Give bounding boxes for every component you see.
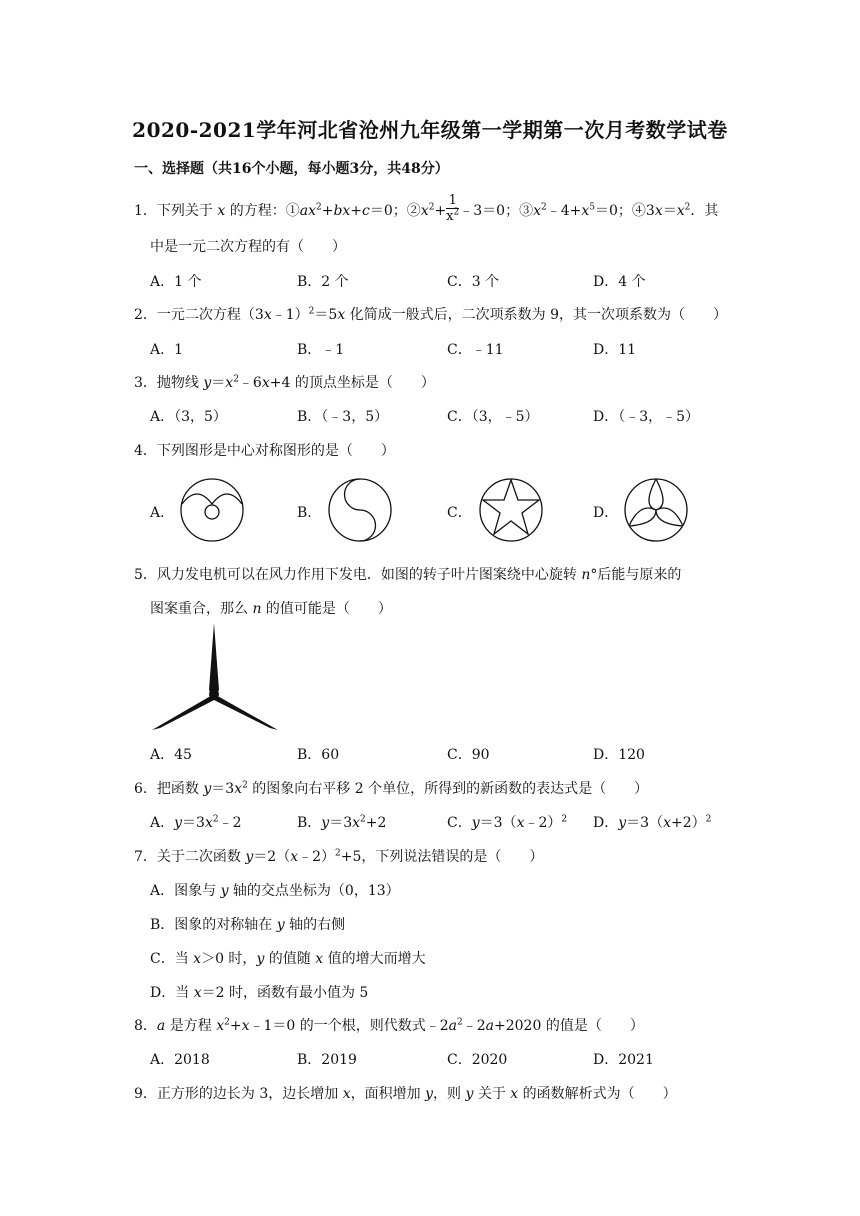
- question-2: 2．一元二次方程（3x﹣1）$^2$＝5x 化简成一般式后，二次项系数为 9，其一次项系数为（ ）: [134, 306, 728, 323]
- q4-label-a: A．: [150, 505, 175, 521]
- q5-option-b: B．60: [297, 747, 340, 763]
- q6-option-a: A．$y=3x^2﹣2$: [150, 814, 242, 831]
- question-1-line-1: 1．下列关于 x 的方程：$①ax^2+bx+c=0$；$②x^2+$ $\frac{1}{x^2}$ ﹣3＝0；$③x^2﹣4+x^5=0$；$④3x=x^2$．其: [134, 193, 719, 224]
- q1-option-c: C．3 个: [447, 274, 500, 290]
- q8-option-a: A．2018: [150, 1052, 210, 1068]
- q7-option-b: B．图象的对称轴在 y 轴的右侧: [150, 917, 346, 933]
- figure-c-star-in-circle: [477, 476, 545, 544]
- q2-option-c: C．﹣11: [447, 342, 504, 358]
- question-7: 7．关于二次函数 y＝2（x﹣2）$^2$+5，下列说法错误的是（ ）: [134, 848, 544, 865]
- q7-option-a: A．图象与 y 轴的交点坐标为（0，13）: [150, 883, 400, 899]
- figure-a-circle-with-arcs: [178, 476, 246, 544]
- q2-option-b: B．﹣1: [297, 342, 345, 358]
- q4-label-c: C．: [447, 505, 472, 521]
- q1-option-b: B．2 个: [297, 274, 349, 290]
- section-heading: 一、选择题（共16个小题，每小题3分，共48分）: [134, 161, 449, 177]
- question-4: 4．下列图形是中心对称图形的是（ ）: [134, 443, 395, 459]
- question-6: 6．把函数 $y=3x^2$ 的图象向右平移 2 个单位，所得到的新函数的表达式是（ ）: [134, 780, 649, 797]
- q2-option-a: A．1: [150, 342, 184, 358]
- q8-option-d: D．2021: [593, 1052, 654, 1068]
- question-5-line-1: 5．风力发电机可以在风力作用下发电．如图的转子叶片图案绕中心旋转 n°后能与原来的: [134, 567, 682, 583]
- q5-option-a: A．45: [150, 747, 192, 763]
- fraction: $\frac{1}{x^2}$: [446, 193, 460, 224]
- question-8: 8．a 是方程 $x^2+x﹣1=0$ 的一个根，则代数式$﹣2a^2﹣2a+2020$ 的值是（ ）: [134, 1017, 644, 1034]
- q5-option-c: C．90: [447, 747, 490, 763]
- figure-d-trefoil-circle: [622, 476, 690, 544]
- question-1-line-2: 中是一元二次方程的有（ ）: [150, 239, 346, 255]
- q8-option-c: C．2020: [447, 1052, 508, 1068]
- page-title: 2020-2021学年河北省沧州九年级第一学期第一次月考数学试卷: [132, 118, 728, 142]
- q5-option-d: D．120: [593, 747, 645, 763]
- question-5-line-2: 图案重合，那么 n 的值可能是（ ）: [150, 601, 392, 617]
- q3-option-a: A．（3，5）: [150, 409, 227, 425]
- q3-option-d: D．（﹣3，﹣5）: [593, 409, 700, 425]
- q1-option-d: D．4 个: [593, 274, 646, 290]
- q3-option-b: B．（﹣3，5）: [297, 409, 389, 425]
- q7-option-d: D．当 x＝2 时，函数有最小值为 5: [150, 985, 369, 1001]
- q4-label-d: D．: [593, 505, 619, 521]
- question-3: 3．抛物线 $y=x^2﹣6x+4$ 的顶点坐标是（ ）: [134, 374, 435, 391]
- q4-label-b: B．: [297, 505, 322, 521]
- q2-option-d: D．11: [593, 342, 637, 358]
- q3-option-c: C．（3，﹣5）: [447, 409, 539, 425]
- q8-option-b: B．2019: [297, 1052, 357, 1068]
- q6-option-c: C．y＝3（x﹣2）$^2$: [447, 814, 568, 831]
- q7-option-c: C．当 x＞0 时，y 的值随 x 值的增大而增大: [150, 951, 426, 967]
- windmill-blades-figure: [150, 620, 280, 732]
- q6-option-d: D．$y=3(x+2)^2$: [593, 814, 712, 831]
- q6-option-b: B．$y=3x^2+2$: [297, 814, 387, 831]
- figure-b-yin-yang-circle: [326, 476, 394, 544]
- question-9: 9．正方形的边长为 3，边长增加 x，面积增加 y，则 y 关于 x 的函数解析式为（ ）: [134, 1086, 677, 1102]
- q1-option-a: A．1 个: [150, 274, 202, 290]
